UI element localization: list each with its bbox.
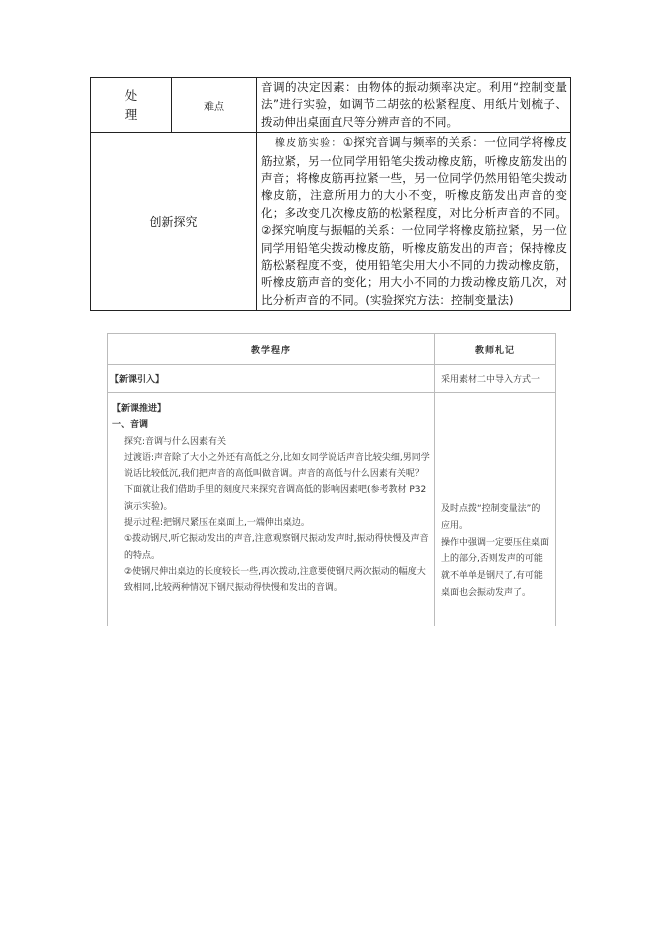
difficulty-label: 难点 — [204, 101, 224, 113]
row-category-label: 处 理 — [124, 88, 138, 123]
difficulty-cell — [172, 78, 257, 133]
difficulty-content — [257, 78, 571, 133]
header-notes: 教师札记 — [435, 334, 556, 365]
header-procedure: 教学程序 — [108, 334, 435, 365]
innovation-content — [257, 133, 571, 311]
advance-label: 【新课推进】 — [112, 404, 167, 414]
row-category-cell — [91, 78, 172, 133]
lesson-table — [107, 333, 556, 626]
intro-note: 采用素材二中导入方式一 — [435, 365, 556, 393]
experiment-text: ①探究音调与频率的关系：一位同学将橡皮筋拉紧，另一位同学用铅笔尖拨动橡皮筋，听橡皮筋发出的声音；将橡皮筋再拉紧一些，另一位同学仍然用铅笔尖拨动橡皮筋，注意所用力的大小不变，听橡皮筋发出声音的变化；多改变几次橡皮筋的松紧程度，对比分析声音的不同。②探究响度与振幅的关系：一位同学将橡皮筋拉紧，另一位同学用铅笔尖拨动橡皮筋，听橡皮筋发出的声音；保持橡皮筋松紧程度不变，使用铅笔尖用大小不同的力拨动橡皮筋，听橡皮筋声音的变化；用大小不同的力拨动橡皮筋几次，对比分析声音的不同。(实验探究方法：控制变量法) — [261, 135, 567, 307]
difficulty-text: 音调的决定因素：由物体的振动频率决定。利用“控制变量法”进行实验，如调节二胡弦的松紧程度、用纸片划梳子、拨动伸出桌面直尺等分辨声音的不同。 — [261, 80, 567, 129]
section-title: 一、音调 — [112, 420, 149, 431]
lesson-line: ①拨动钢尺,听它振动发出的声音,注意观察钢尺振动发声时,振动得快慢及声音的特点。 — [124, 534, 429, 561]
teacher-notes — [435, 393, 556, 626]
experiment-lead: 橡皮筋实验： — [275, 138, 343, 150]
lesson-line: 提示过程:把钢尺紧压在桌面上,一端伸出桌边。 — [124, 518, 310, 529]
intro-label: 【新课引入】 — [108, 365, 435, 393]
lesson-line: ②使钢尺伸出桌边的长度较长一些,再次拨动,注意要使钢尺两次振动的幅度大致相同,比较两种情况下钢尺振动得快慢和发出的音调。 — [124, 566, 426, 594]
note-item: 操作中强调一定要压住桌面上的部分,否则发声的可能就不单单是钢尺了,有可能桌面也会振动发声了。 — [441, 537, 550, 598]
innovation-label-cell — [91, 133, 257, 311]
innovation-label: 创新探究 — [149, 215, 198, 230]
note-item: 及时点拨“控制变量法”的应用。 — [441, 504, 541, 531]
lesson-body — [108, 393, 435, 626]
upper-table — [90, 77, 571, 311]
lesson-line: 探究:音调与什么因素有关 — [124, 436, 227, 447]
lesson-line: 过渡语:声音除了大小之外还有高低之分,比如女同学说话声音比较尖细,男同学说话比较低沉,我们把声音的高低叫做音调。声音的高低与什么因素有关呢？下面就让我们借助手里的刻度尺来探究音调高低的影响因素吧(参考教材 P32 演示实验)。 — [124, 452, 430, 512]
